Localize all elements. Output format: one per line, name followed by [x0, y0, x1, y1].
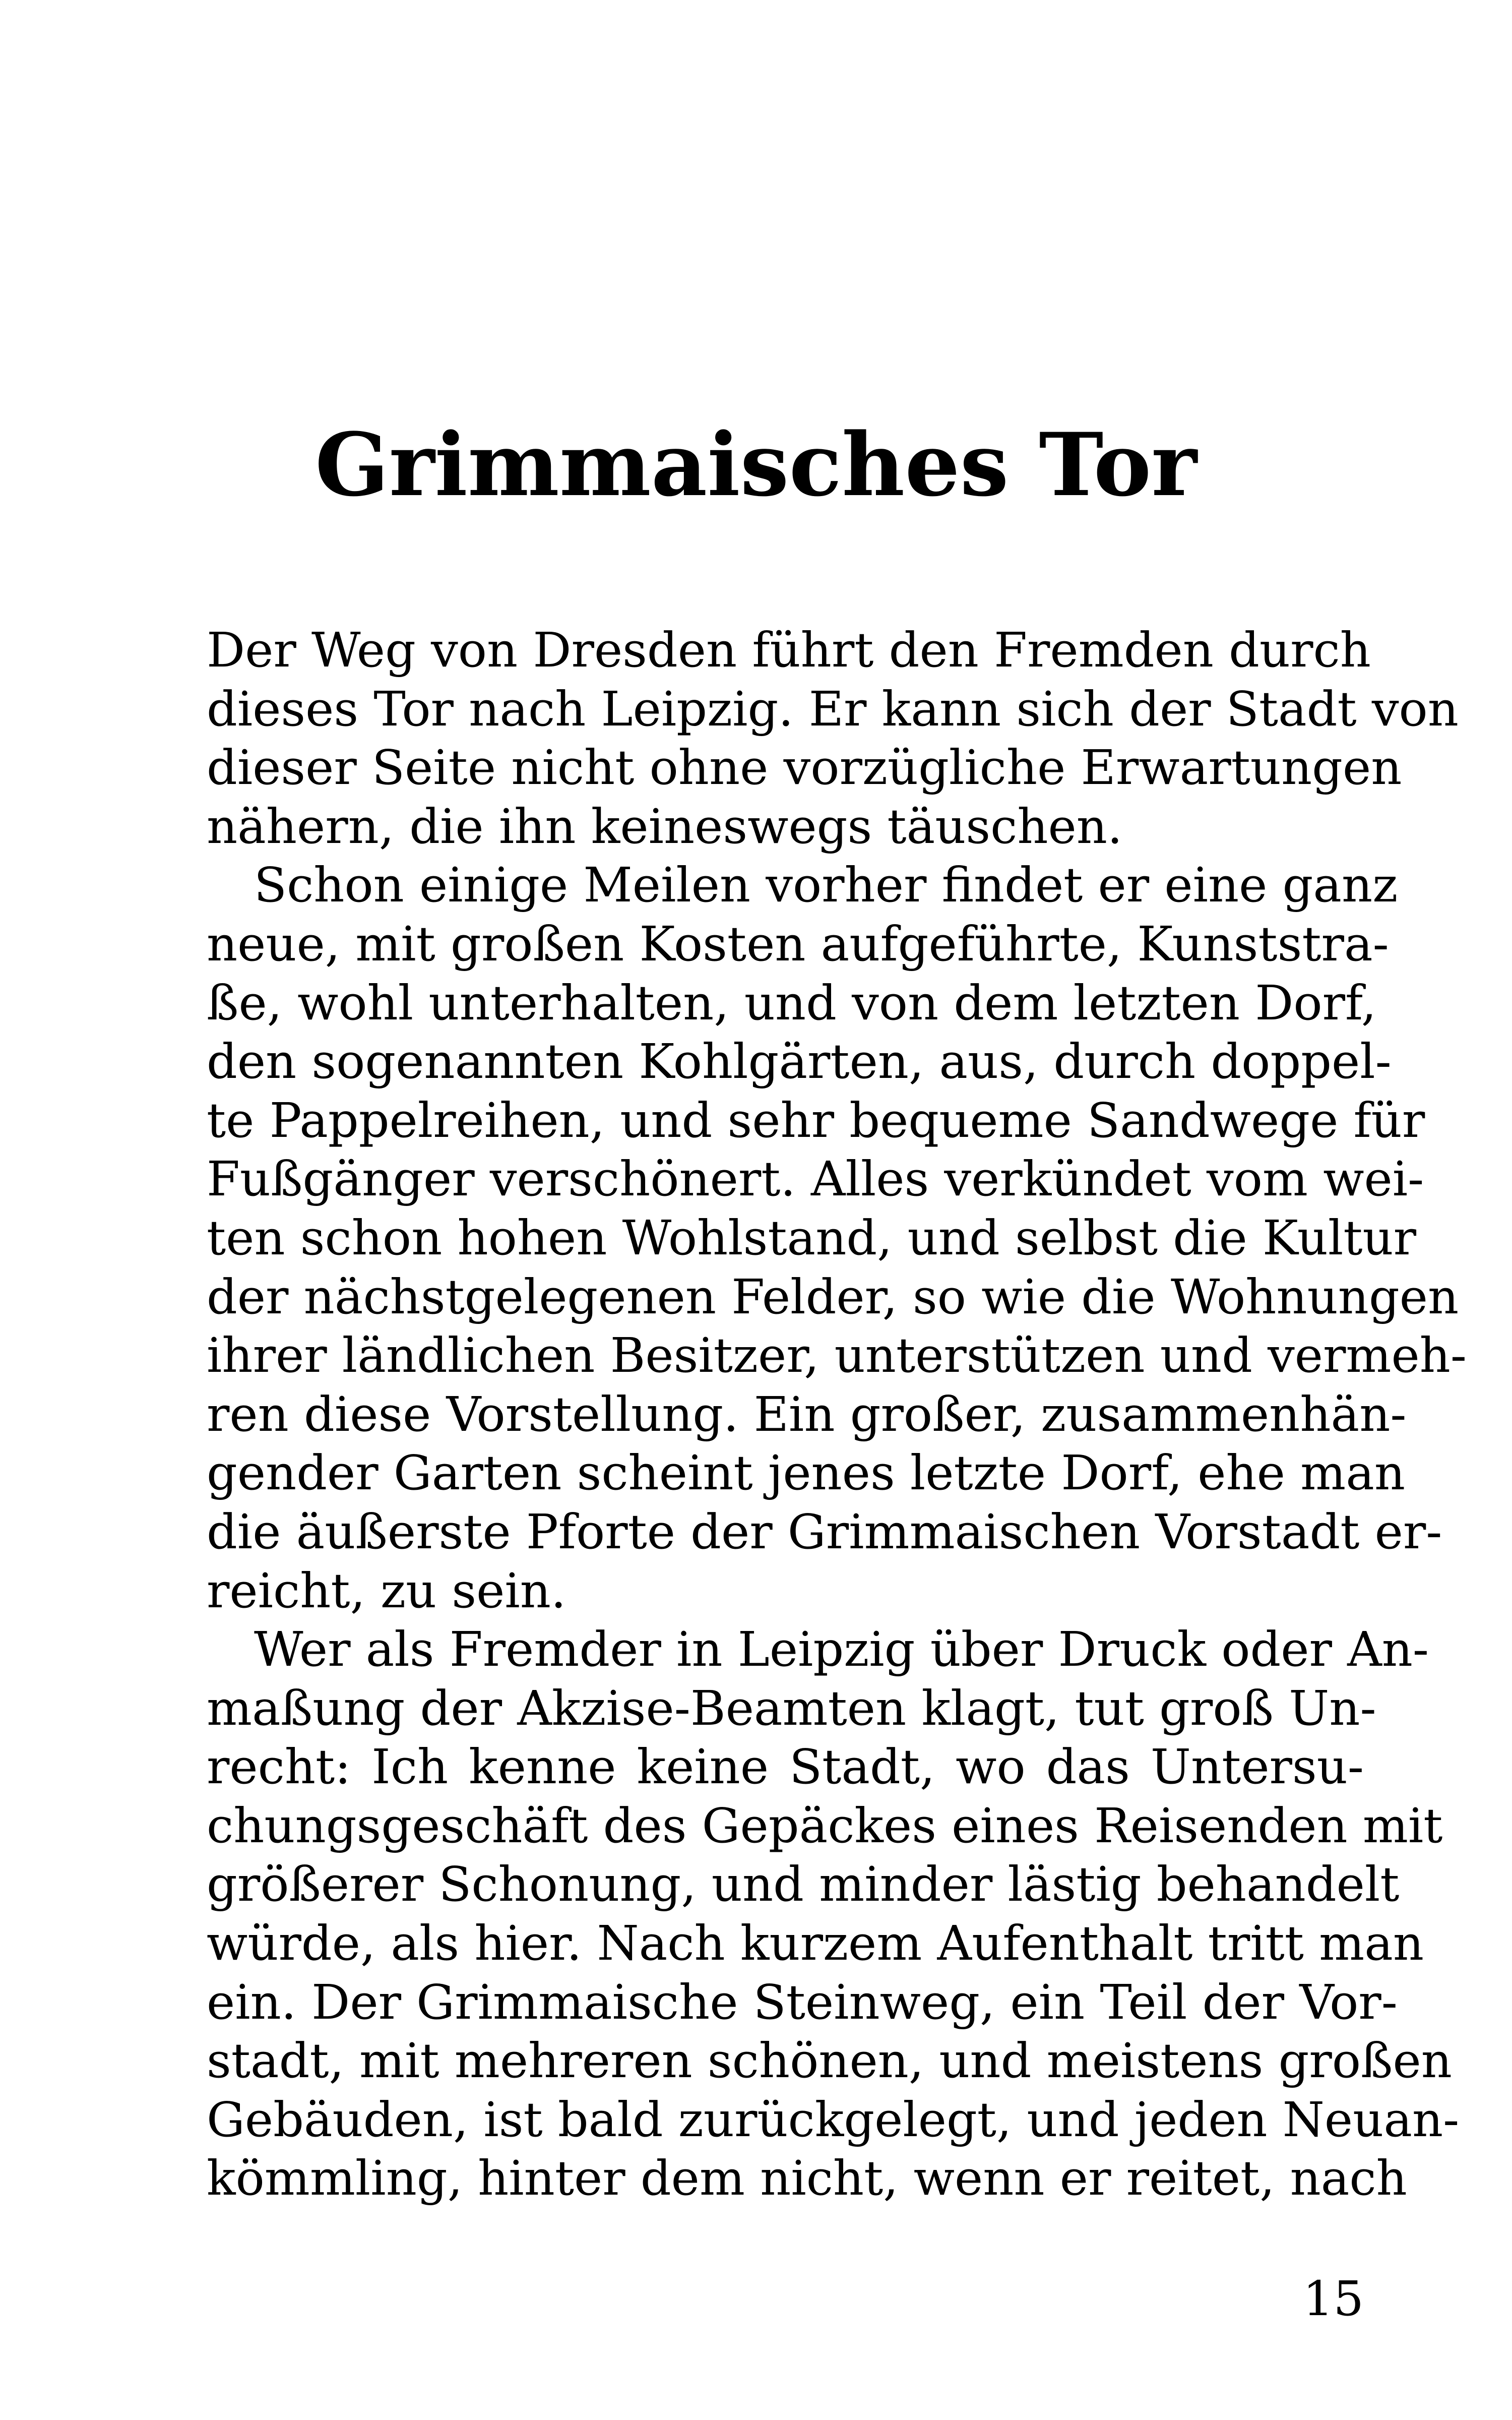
text-line: ren diese Vorstellung. Ein großer, zusammenhän- — [207, 1386, 1407, 1442]
text-line: nähern, die ihn keineswegs täuschen. — [207, 799, 1123, 855]
text-line: ihrer ländlichen Besitzer, unterstützen und vermeh- — [207, 1328, 1467, 1384]
text-line: kömmling, hinter dem nicht, wenn er reitet, nach — [207, 2151, 1407, 2207]
chapter-title: Grimmaisches Tor — [315, 413, 1197, 516]
text-line: würde, als hier. Nach kurzem Aufenthalt tritt man — [207, 1916, 1424, 1972]
text-line: größerer Schonung, und minder lästig behandelt — [207, 1857, 1400, 1913]
text-line: dieser Seite nicht ohne vorzügliche Erwartungen — [207, 740, 1402, 796]
text-line: ein. Der Grimmaische Steinweg, ein Teil der Vor- — [207, 1974, 1398, 2030]
text-line: reicht, zu sein. — [207, 1563, 566, 1619]
text-line: chungsgeschäft des Gepäckes eines Reisenden mit — [207, 1798, 1443, 1854]
text-line: den sogenannten Kohlgärten, aus, durch doppel- — [207, 1034, 1392, 1090]
text-line: gender Garten scheint jenes letzte Dorf, ehe man — [207, 1445, 1406, 1501]
text-line: Schon einige Meilen vorher findet er eine ganz — [254, 858, 1398, 914]
text-line: te Pappelreihen, und sehr bequeme Sandwege für — [207, 1093, 1425, 1148]
text-line: die äußerste Pforte der Grimmaischen Vorstadt er- — [207, 1504, 1442, 1560]
text-line: neue, mit großen Kosten aufgeführte, Kunststra- — [207, 916, 1389, 972]
text-line: der nächstgelegenen Felder, so wie die Wohnungen — [207, 1269, 1459, 1325]
text-line: Der Weg von Dresden führt den Fremden durch — [207, 623, 1371, 678]
text-line: Wer als Fremder in Leipzig über Druck oder An- — [254, 1622, 1429, 1678]
text-line: Fußgänger verschönert. Alles verkündet vom wei- — [207, 1152, 1424, 1207]
text-line: Gebäuden, ist bald zurückgelegt, und jeden Neuan- — [207, 2092, 1460, 2148]
text-line: ße, wohl unterhalten, und von dem letzten Dorf, — [207, 975, 1377, 1031]
page-number: 15 — [1303, 2271, 1364, 2327]
text-line: maßung der Akzise-Beamten klagt, tut groß Un- — [207, 1680, 1376, 1736]
text-line: dieses Tor nach Leipzig. Er kann sich der Stadt von — [207, 681, 1459, 737]
text-line: stadt, mit mehreren schönen, und meistens großen — [207, 2033, 1452, 2089]
text-line: recht: Ich kenne keine Stadt, wo das Untersu- — [207, 1739, 1364, 1795]
text-line: ten schon hohen Wohlstand, und selbst die Kultur — [207, 1210, 1417, 1266]
body-text — [207, 621, 1467, 2208]
